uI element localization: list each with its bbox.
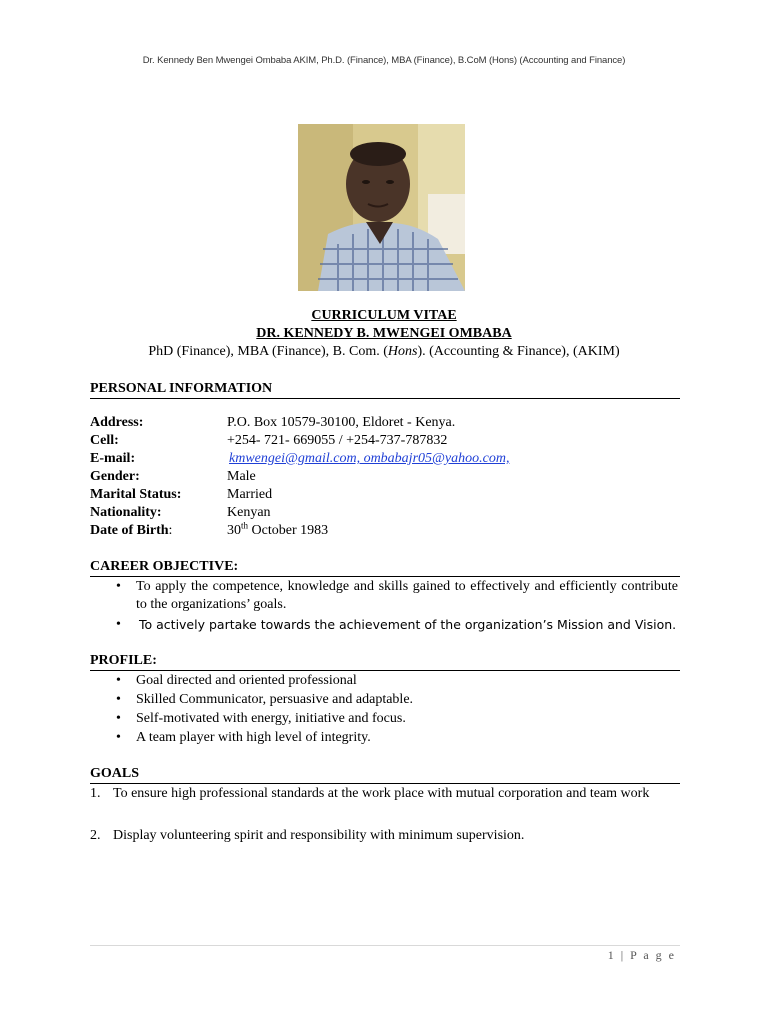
footer-divider <box>90 945 680 946</box>
cv-name: DR. KENNEDY B. MWENGEI OMBABA <box>256 326 512 341</box>
career-objective-heading: CAREER OBJECTIVE: <box>90 558 680 577</box>
list-item: • To apply the competence, knowledge and skills gained to effectively and efficiently contribute to the organizations’ goals. <box>116 579 678 612</box>
email-link[interactable]: kmwengei@gmail.com, ombabajr05@yahoo.com, <box>229 451 510 466</box>
cv-qualifications: PhD (Finance), MBA (Finance), B. Com. (Hons). (Accounting & Finance), (AKIM) <box>148 344 620 359</box>
goals-heading: GOALS <box>90 765 680 784</box>
profile-photo <box>298 124 465 291</box>
profile-heading: PROFILE: <box>90 652 680 671</box>
page-number: 1 | P a g e <box>607 948 676 962</box>
personal-info-heading: PERSONAL INFORMATION <box>90 380 680 399</box>
cv-title-block <box>0 307 768 361</box>
running-header: Dr. Kennedy Ben Mwengei Ombaba AKIM, Ph.D. (Finance), MBA (Finance), B.CoM (Hons) (Accounting and Finance) <box>142 55 626 66</box>
cv-title: CURRICULUM VITAE <box>311 308 457 323</box>
